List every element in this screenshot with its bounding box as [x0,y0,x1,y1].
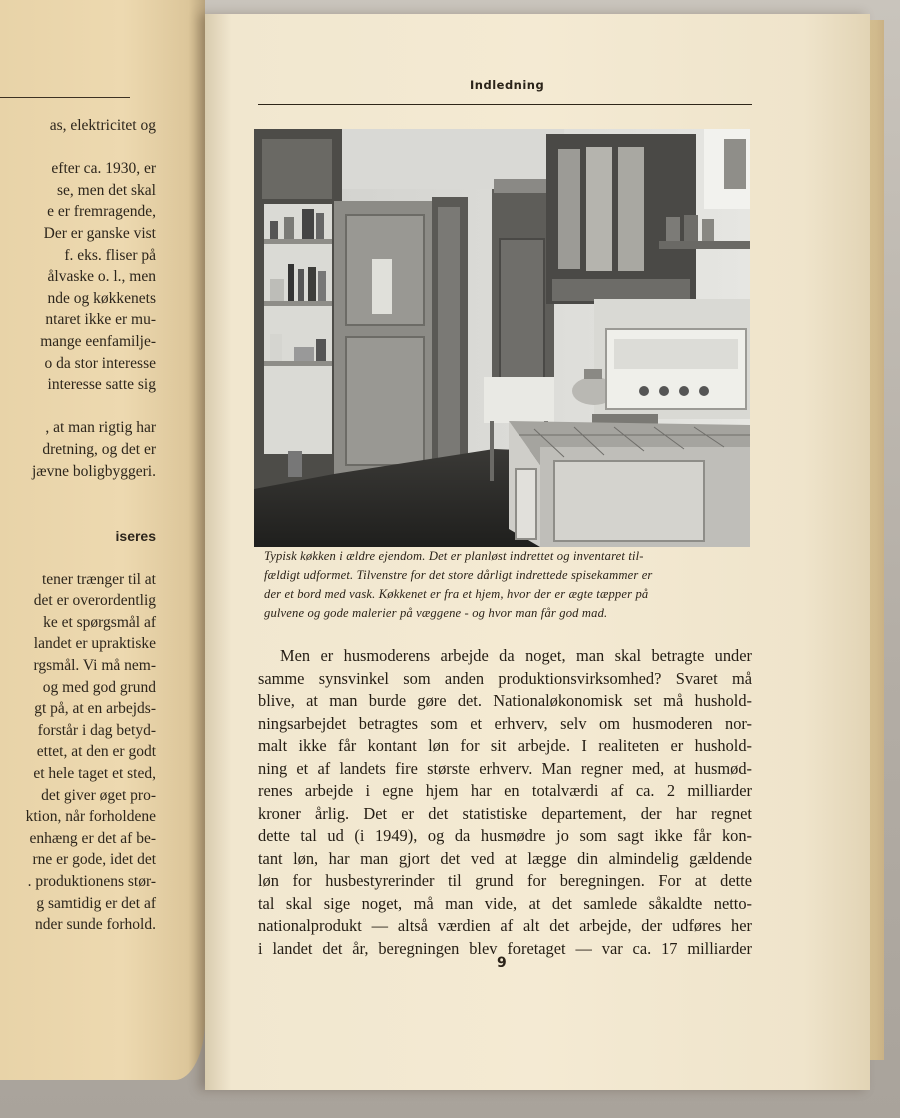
left-header-rule [0,97,130,98]
left-page-line: ålvaske o. l., men [47,268,156,286]
kitchen-photo-illustration [254,129,750,547]
left-page-line: e er fremragende, [47,203,156,221]
left-page-line: landet er upraktiske [33,635,156,653]
left-page-line: interesse satte sig [47,376,156,394]
left-page-line: det er overordentlig [33,592,156,610]
left-page-line: dretning, og det er [42,441,156,458]
left-page-line: jævne boligbyggeri. [32,462,156,480]
left-page-line: forstår i dag betyd- [37,721,156,739]
left-page-line: g samtidig er det af [36,894,156,912]
left-page-line: o da stor interesse [44,354,156,372]
body-text [258,645,752,960]
left-page-line: . produktionens stør- [27,873,156,890]
body-line: ningsarbejdet betragtes som et erhverv, selv om husmoderen nor- [258,713,752,733]
body-line: nationalprodukt — altså værdien af alt det arbejde, der udføres her [258,916,752,935]
caption-line: der et bord med vask. Køkkenet er fra et hjem, hvor der er ægte tæpper på [264,587,649,601]
left-page-line: as, elektricitet og [49,117,156,134]
body-line: blive, at man burde gøre det. Nationaløkonomisk set må hushold- [258,691,752,710]
left-page-line: se, men det skal [56,181,156,199]
left-page-line: et hele taget et sted, [33,765,156,782]
kitchen-photograph [254,129,750,547]
left-page-line: rne er gode, idet det [32,851,156,869]
page-number: 9 [497,955,507,971]
left-page-line: enhæng er det af be- [29,829,156,847]
body-line: kroner årlig. Det er det statistiske departement, der har regnet [258,803,752,823]
body-line: løn for husbestyrerinder til grund for beregningen. For at dette [258,871,752,890]
running-head: Indledning [470,78,545,92]
caption-line: fældigt udformet. Tilvenstre for det store dårligt indrettede spisekammer er [264,568,653,582]
left-page-line: f. eks. fliser på [64,246,156,264]
caption-line: Typisk køkken i ældre ejendom. Det er planløst indrettet og inventaret til- [264,549,644,563]
left-page-line: , at man rigtig har [45,419,156,437]
header-rule [258,104,752,105]
left-page-line: ktion, når forholdene [25,808,156,826]
left-page [0,0,205,1080]
left-page-line: nde og køkkenets [47,289,156,307]
photo-caption [264,547,754,623]
body-line: ning et af landets fire største erhverv. Man regner med, at husmød- [258,758,752,778]
left-page-line: gt på, at en arbejds- [34,700,156,718]
left-page-line: det giver øget pro- [41,786,156,804]
left-page-line: mange eenfamilje- [40,333,156,350]
body-line: renes arbejde i egne hjem har en totalværdi af ca. 2 milliarder [258,781,752,800]
left-page-line: ettet, at den er godt [36,743,156,761]
left-page-line: iseres [115,528,156,545]
left-page-line: ntaret ikke er mu- [45,311,156,329]
body-line: samme synsvinkel som anden produktionsvirksomhed? Svaret må [258,668,752,688]
body-line: tal skal sige noget, må man vide, at det samlede såkaldte netto- [258,893,752,913]
left-page-line: Der er ganske vist [43,225,156,242]
body-line: i landet det år, beregningen blev foretaget — var ca. 17 milliarder [258,938,752,958]
left-page-line: ke et spørgsmål af [43,613,156,631]
body-line: malt ikke får kontant løn for sit arbejde. I realiteten er hushold- [258,736,752,755]
left-page-line: og med god grund [42,678,156,696]
body-line: Men er husmoderens arbejde da noget, man skal betragte under [280,646,752,665]
body-line: tant løn, har man gjort det ved at lægge din almindelig gældende [258,848,752,868]
left-page-line: rgsmål. Vi må nem- [33,657,156,674]
left-page-line: efter ca. 1930, er [51,160,156,178]
caption-line: gulvene og gode malerier på væggene - og hvor man får god mad. [264,606,608,620]
left-page-line: tener trænger til at [41,570,156,588]
left-page-line: nder sunde forhold. [35,916,156,934]
body-line: dette tal ud (i 1949), og da husmødre jo som sagt ikke får kon- [258,826,752,845]
